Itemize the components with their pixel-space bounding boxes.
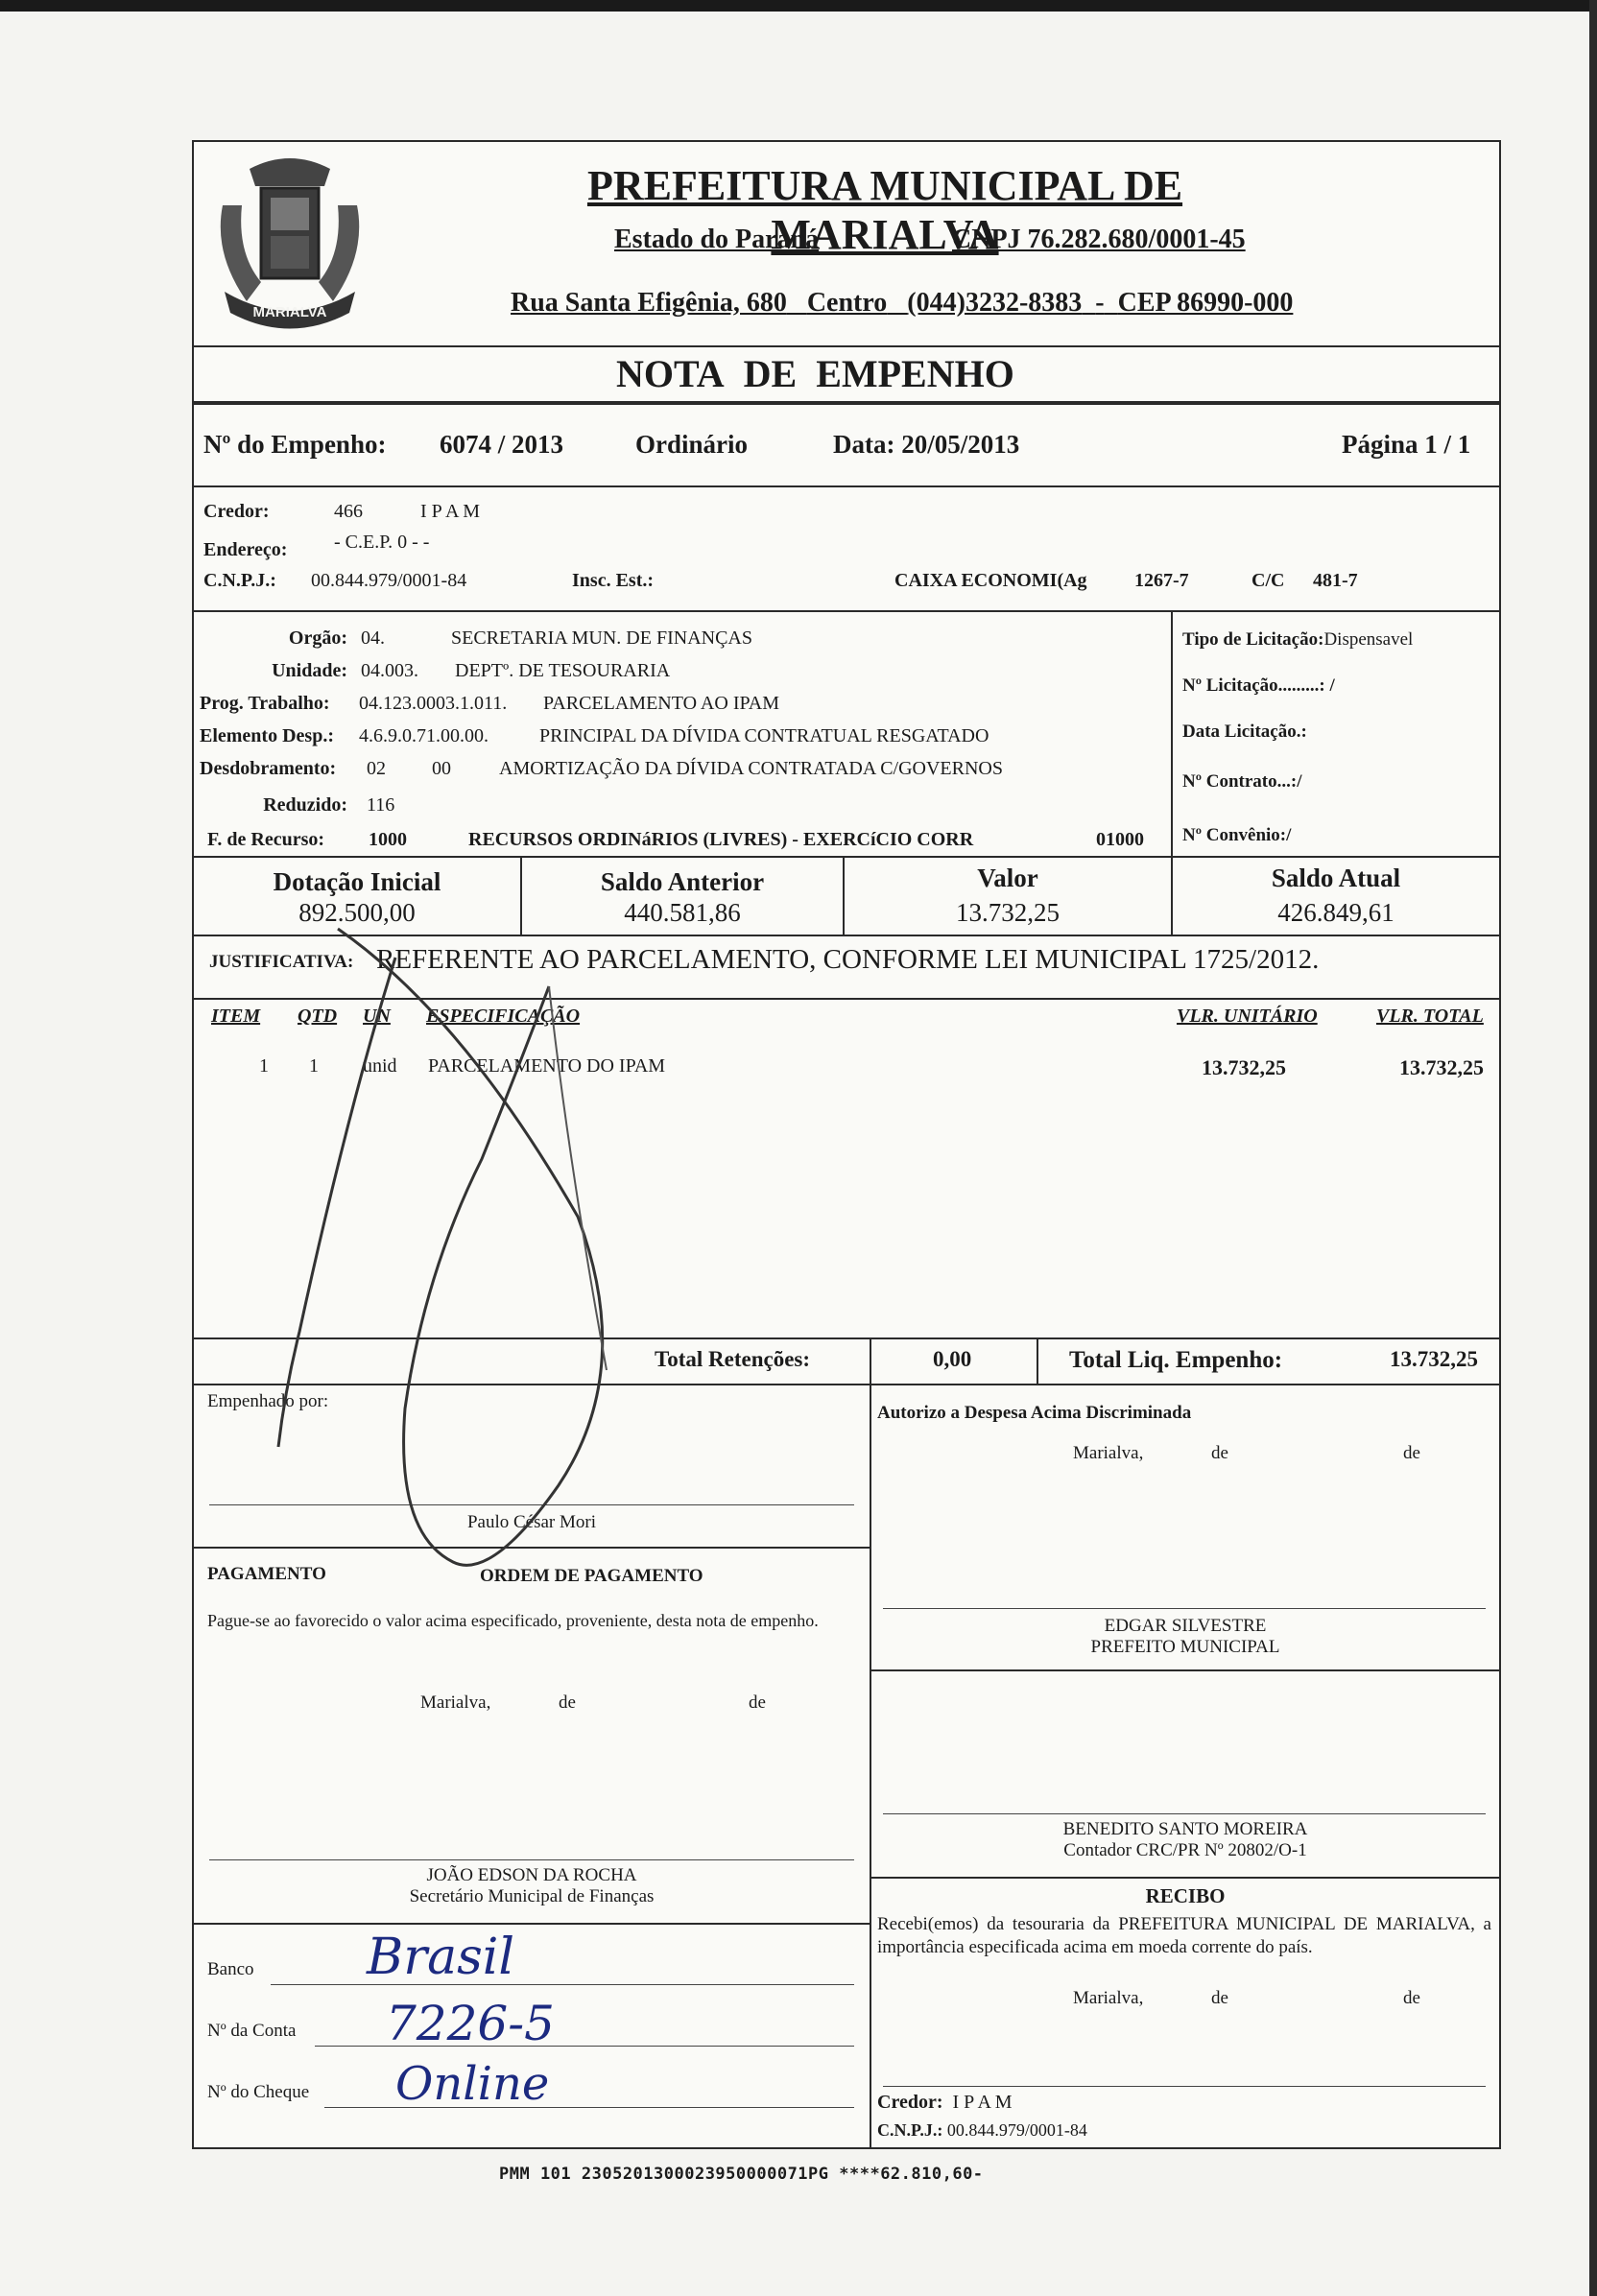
empenhado-por-name: Paulo César Mori xyxy=(466,1512,597,1532)
recibo-credor: Credor: I P A M xyxy=(877,2092,1013,2113)
unidade-name: DEPTº. DE TESOURARIA xyxy=(455,660,671,681)
cnpj-label: C.N.P.J.: xyxy=(203,570,276,591)
signature-scribble xyxy=(232,871,770,1620)
col-un: UN xyxy=(363,1006,391,1027)
fonte-recurso-name: RECURSOS ORDINáRIOS (LIVRES) - EXERCíCIO CORR xyxy=(468,829,974,850)
state-name: Estado do Paraná xyxy=(614,225,820,254)
cheque-label: Nº do Cheque xyxy=(207,2082,310,2102)
cc-label: C/C xyxy=(1251,570,1285,591)
total-liquido-value: 13.732,25 xyxy=(1390,1347,1478,1371)
contador-name: BENEDITO SANTO MOREIRA xyxy=(1062,1819,1308,1839)
municipality-title: PREFEITURA MUNICIPAL DE MARIALVA xyxy=(586,162,1183,258)
item-qtd: 1 xyxy=(309,1055,319,1077)
credor-address: - C.E.P. 0 - - xyxy=(334,532,430,553)
prog-trabalho-name: PARCELAMENTO AO IPAM xyxy=(543,693,779,714)
desdobramento-code2: 00 xyxy=(432,758,451,779)
municipality-cnpj: CNPJ 76.282.680/0001-45 xyxy=(952,225,1246,254)
saldo-anterior-label: Saldo Anterior xyxy=(600,867,765,896)
coat-of-arms-icon xyxy=(194,148,386,349)
autorizo-city: Marialva, xyxy=(1073,1443,1144,1463)
col-item: ITEM xyxy=(211,1006,261,1027)
recibo-de-1: de xyxy=(1211,1988,1228,2008)
scan-right-edge xyxy=(1589,0,1597,2296)
ordem-pagamento-title: ORDEM DE PAGAMENTO xyxy=(480,1566,703,1586)
svg-text:MARIALVA: MARIALVA xyxy=(252,304,327,320)
item-un: unid xyxy=(363,1055,397,1077)
dotacao-inicial-value: 892.500,00 xyxy=(298,898,416,927)
page-indicator: Página 1 / 1 xyxy=(1342,430,1471,459)
conta-label: Nº da Conta xyxy=(207,2021,297,2041)
fonte-recurso-code: 1000 xyxy=(369,829,407,850)
recibo-text: Recebi(emos) da tesouraria da PREFEITURA MUNICIPAL DE MARIALVA, a importância especificada acima em moeda corrente do país. xyxy=(877,1914,1491,1957)
pagamento-city: Marialva, xyxy=(420,1692,491,1713)
prog-trabalho-code: 04.123.0003.1.011. xyxy=(359,693,508,714)
recibo-de-2: de xyxy=(1403,1988,1420,2008)
footer-stamp: PMM 101 2305201300023950000071PG ****62.810,60- xyxy=(499,2165,984,2184)
convenio-numero: Nº Convênio:/ xyxy=(1182,825,1292,845)
saldo-atual-label: Saldo Atual xyxy=(1271,864,1401,892)
orgao-code: 04. xyxy=(361,627,385,649)
fonte-recurso-code2: 01000 xyxy=(1096,829,1144,850)
pagamento-de-1: de xyxy=(559,1692,576,1713)
orgao-label: Orgão: xyxy=(288,627,347,649)
col-valor-unitario: VLR. UNITÁRIO xyxy=(1177,1006,1318,1027)
elemento-code: 4.6.9.0.71.00.00. xyxy=(359,725,489,746)
reduzido-value: 116 xyxy=(367,794,395,816)
credor-name: I P A M xyxy=(420,501,481,522)
pagamento-label: PAGAMENTO xyxy=(207,1564,326,1584)
licitacao-data: Data Licitação.: xyxy=(1182,722,1307,742)
total-liquido-label: Total Liq. Empenho: xyxy=(1069,1347,1283,1373)
cc-number: 481-7 xyxy=(1313,570,1358,591)
fonte-recurso-label: F. de Recurso: xyxy=(207,829,325,850)
banco-label: Banco xyxy=(207,1959,254,1979)
prefeito-name: EDGAR SILVESTRE xyxy=(1104,1616,1267,1636)
autorizo-de-1: de xyxy=(1211,1443,1228,1463)
item-number: 1 xyxy=(259,1055,269,1077)
item-especificacao: PARCELAMENTO DO IPAM xyxy=(428,1055,666,1077)
credor-label: Credor: xyxy=(203,501,270,522)
recibo-cnpj: C.N.P.J.: 00.844.979/0001-84 xyxy=(877,2120,1087,2140)
orgao-name: SECRETARIA MUN. DE FINANÇAS xyxy=(451,627,752,649)
empenho-date: Data: 20/05/2013 xyxy=(833,430,1020,459)
banco-handwritten: Brasil xyxy=(367,1929,515,1986)
secretario-title: Secretário Municipal de Finanças xyxy=(409,1886,655,1906)
autorizo-text: Autorizo a Despesa Acima Discriminada xyxy=(877,1403,1192,1423)
autorizo-de-2: de xyxy=(1403,1443,1420,1463)
credor-code: 466 xyxy=(334,501,363,522)
insc-est-label: Insc. Est.: xyxy=(572,570,655,591)
recibo-city: Marialva, xyxy=(1073,1988,1144,2008)
pagamento-de-2: de xyxy=(749,1692,766,1713)
col-valor-total: VLR. TOTAL xyxy=(1376,1006,1484,1027)
contador-title: Contador CRC/PR Nº 20802/O-1 xyxy=(1063,1840,1307,1860)
total-retencoes-label: Total Retenções: xyxy=(655,1347,811,1371)
prog-trabalho-label: Prog. Trabalho: xyxy=(200,693,330,714)
valor-label: Valor xyxy=(977,864,1038,892)
prefeito-title: PREFEITO MUNICIPAL xyxy=(1090,1637,1280,1657)
address-label: Endereço: xyxy=(203,539,288,560)
empenhado-por-label: Empenhado por: xyxy=(207,1391,329,1411)
document-title: NOTA DE EMPENHO xyxy=(616,352,1014,395)
valor-value: 13.732,25 xyxy=(956,898,1060,927)
licitacao-numero: Nº Licitação.........: / xyxy=(1182,675,1335,696)
col-qtd: QTD xyxy=(298,1006,338,1027)
scan-top-edge xyxy=(0,0,1597,12)
credor-cnpj: 00.844.979/0001-84 xyxy=(311,570,467,591)
bank-name: CAIXA ECONOMI(Ag xyxy=(894,570,1087,591)
justificativa-label: JUSTIFICATIVA: xyxy=(209,952,354,972)
municipality-address: Rua Santa Efigênia, 680 Centro (044)3232-8383 - CEP 86990-000 xyxy=(511,288,1294,318)
saldo-anterior-value: 440.581,86 xyxy=(624,898,741,927)
cheque-handwritten: Online xyxy=(395,2057,550,2111)
desdobramento-code1: 02 xyxy=(367,758,386,779)
empenho-type: Ordinário xyxy=(635,430,749,459)
saldo-atual-value: 426.849,61 xyxy=(1277,898,1394,927)
unidade-label: Unidade: xyxy=(272,660,347,681)
dotacao-inicial-label: Dotação Inicial xyxy=(273,867,441,896)
desdobramento-name: AMORTIZAÇÃO DA DÍVIDA CONTRATADA C/GOVERNOS xyxy=(499,758,1003,779)
licitacao-tipo: Tipo de Licitação:Dispensavel xyxy=(1182,629,1414,650)
empenho-number-label: Nº do Empenho: xyxy=(203,430,387,459)
pagamento-text: Pague-se ao favorecido o valor acima especificado, proveniente, desta nota de empenho. xyxy=(207,1611,819,1630)
item-valor-unitario: 13.732,25 xyxy=(1202,1055,1286,1079)
unidade-code: 04.003. xyxy=(361,660,418,681)
conta-handwritten: 7226-5 xyxy=(386,1996,555,2051)
col-especificacao: ESPECIFICAÇÃO xyxy=(426,1006,581,1027)
nota-de-empenho-form xyxy=(192,140,1501,2149)
contrato-numero: Nº Contrato...:/ xyxy=(1182,771,1302,792)
item-valor-total: 13.732,25 xyxy=(1399,1055,1484,1079)
bank-agency: 1267-7 xyxy=(1134,570,1189,591)
total-retencoes-value: 0,00 xyxy=(933,1347,972,1371)
empenho-number: 6074 / 2013 xyxy=(440,430,564,459)
elemento-name: PRINCIPAL DA DÍVIDA CONTRATUAL RESGATADO xyxy=(539,725,989,746)
recibo-title: RECIBO xyxy=(1145,1884,1226,1907)
desdobramento-label: Desdobramento: xyxy=(200,758,337,779)
reduzido-label: Reduzido: xyxy=(263,794,347,816)
secretario-name: JOÃO EDSON DA ROCHA xyxy=(426,1865,637,1885)
elemento-label: Elemento Desp.: xyxy=(200,725,334,746)
justificativa-text: REFERENTE AO PARCELAMENTO, CONFORME LEI MUNICIPAL 1725/2012. xyxy=(376,944,1320,975)
